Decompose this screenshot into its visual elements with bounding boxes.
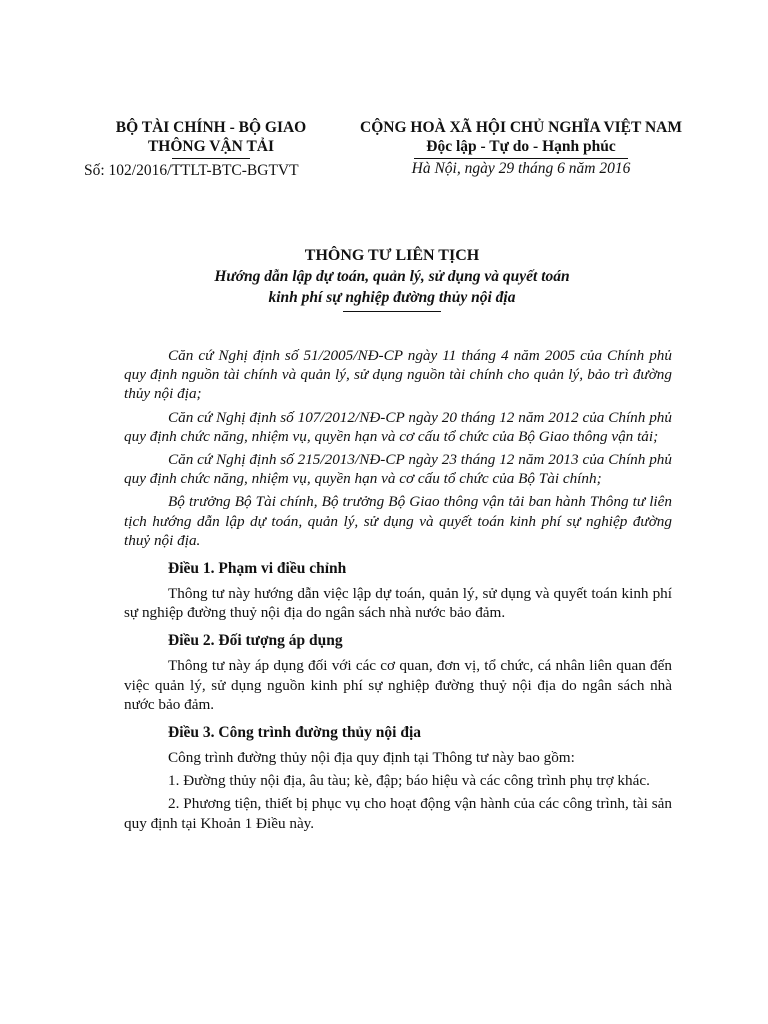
preamble-paragraph: Căn cứ Nghị định số 215/2013/NĐ-CP ngày 23 tháng 12 năm 2013 của Chính phủ quy định chức năng, nhiệm vụ, quyền hạn và cơ cấu tổ chức của Bộ Tài chính; <box>124 451 672 488</box>
article-1-paragraph: Thông tư này hướng dẫn việc lập dự toán, quản lý, sử dụng và quyết toán kinh phí sự nghiệp đường thuỷ nội địa do ngân sách nhà nước bảo đảm. <box>124 585 672 622</box>
document-title-block <box>150 246 634 312</box>
document-number: Số: 102/2016/TTLT-BTC-BGTVT <box>84 162 299 179</box>
article-3-clause-1: 1. Đường thủy nội địa, âu tàu; kè, đập; báo hiệu và các công trình phụ trợ khác. <box>168 772 650 790</box>
preamble-paragraph: Căn cứ Nghị định số 107/2012/NĐ-CP ngày 20 tháng 12 năm 2012 của Chính phủ quy định chức năng, nhiệm vụ, quyền hạn và cơ cấu tổ chức của Bộ Giao thông vận tải; <box>124 408 672 445</box>
document-date: Hà Nội, ngày 29 tháng 6 năm 2016 <box>411 160 631 177</box>
preamble-paragraph: Căn cứ Nghị định số 51/2005/NĐ-CP ngày 11 tháng 4 năm 2005 của Chính phủ quy định nguồn tài chính và quản lý, sử dụng nguồn tài chính cho quản lý, bảo trì đường thủy nội địa; <box>124 347 672 403</box>
article-3-intro: Công trình đường thủy nội địa quy định tại Thông tư này bao gồm: <box>168 749 575 767</box>
article-1-heading: Điều 1. Phạm vi điều chỉnh <box>168 560 347 578</box>
national-motto: Độc lập - Tự do - Hạnh phúc <box>426 138 616 155</box>
national-header <box>344 118 698 159</box>
agency-line-2: THÔNG VẬN TẢI <box>147 138 275 155</box>
document-subtitle-line-1: Hướng dẫn lập dự toán, quản lý, sử dụng và quyết toán <box>214 268 570 285</box>
agency-underline <box>172 158 250 159</box>
issuing-agency <box>80 118 342 159</box>
article-2-heading: Điều 2. Đối tượng áp dụng <box>168 632 343 650</box>
title-underline <box>343 311 441 312</box>
article-2-paragraph: Thông tư này áp dụng đối với các cơ quan, đơn vị, tổ chức, cá nhân liên quan đến việc quản lý, sử dụng nguồn kinh phí sự nghiệp đường thuỷ nội địa do ngân sách nhà nước bảo đảm. <box>124 657 672 713</box>
document-body <box>124 346 672 833</box>
preamble-paragraph: Bộ trưởng Bộ Tài chính, Bộ trưởng Bộ Giao thông vận tải ban hành Thông tư liên tịch hướng dẫn lập dự toán, quản lý, sử dụng và quyết toán kinh phí sự nghiệp đường thuỷ nội địa. <box>124 493 672 549</box>
document-subtitle-line-2: kinh phí sự nghiệp đường thủy nội địa <box>268 289 516 306</box>
nation-name: CỘNG HOÀ XÃ HỘI CHỦ NGHĨA VIỆT NAM <box>360 119 682 136</box>
article-3-clause-2: 2. Phương tiện, thiết bị phục vụ cho hoạt động vận hành của các công trình, tài sản quy định tại Khoản 1 Điều này. <box>124 795 672 832</box>
agency-line-1: BỘ TÀI CHÍNH - BỘ GIAO <box>115 119 307 136</box>
document-title: THÔNG TƯ LIÊN TỊCH <box>304 247 480 264</box>
article-3-heading: Điều 3. Công trình đường thủy nội địa <box>168 724 422 742</box>
motto-underline <box>414 158 628 159</box>
